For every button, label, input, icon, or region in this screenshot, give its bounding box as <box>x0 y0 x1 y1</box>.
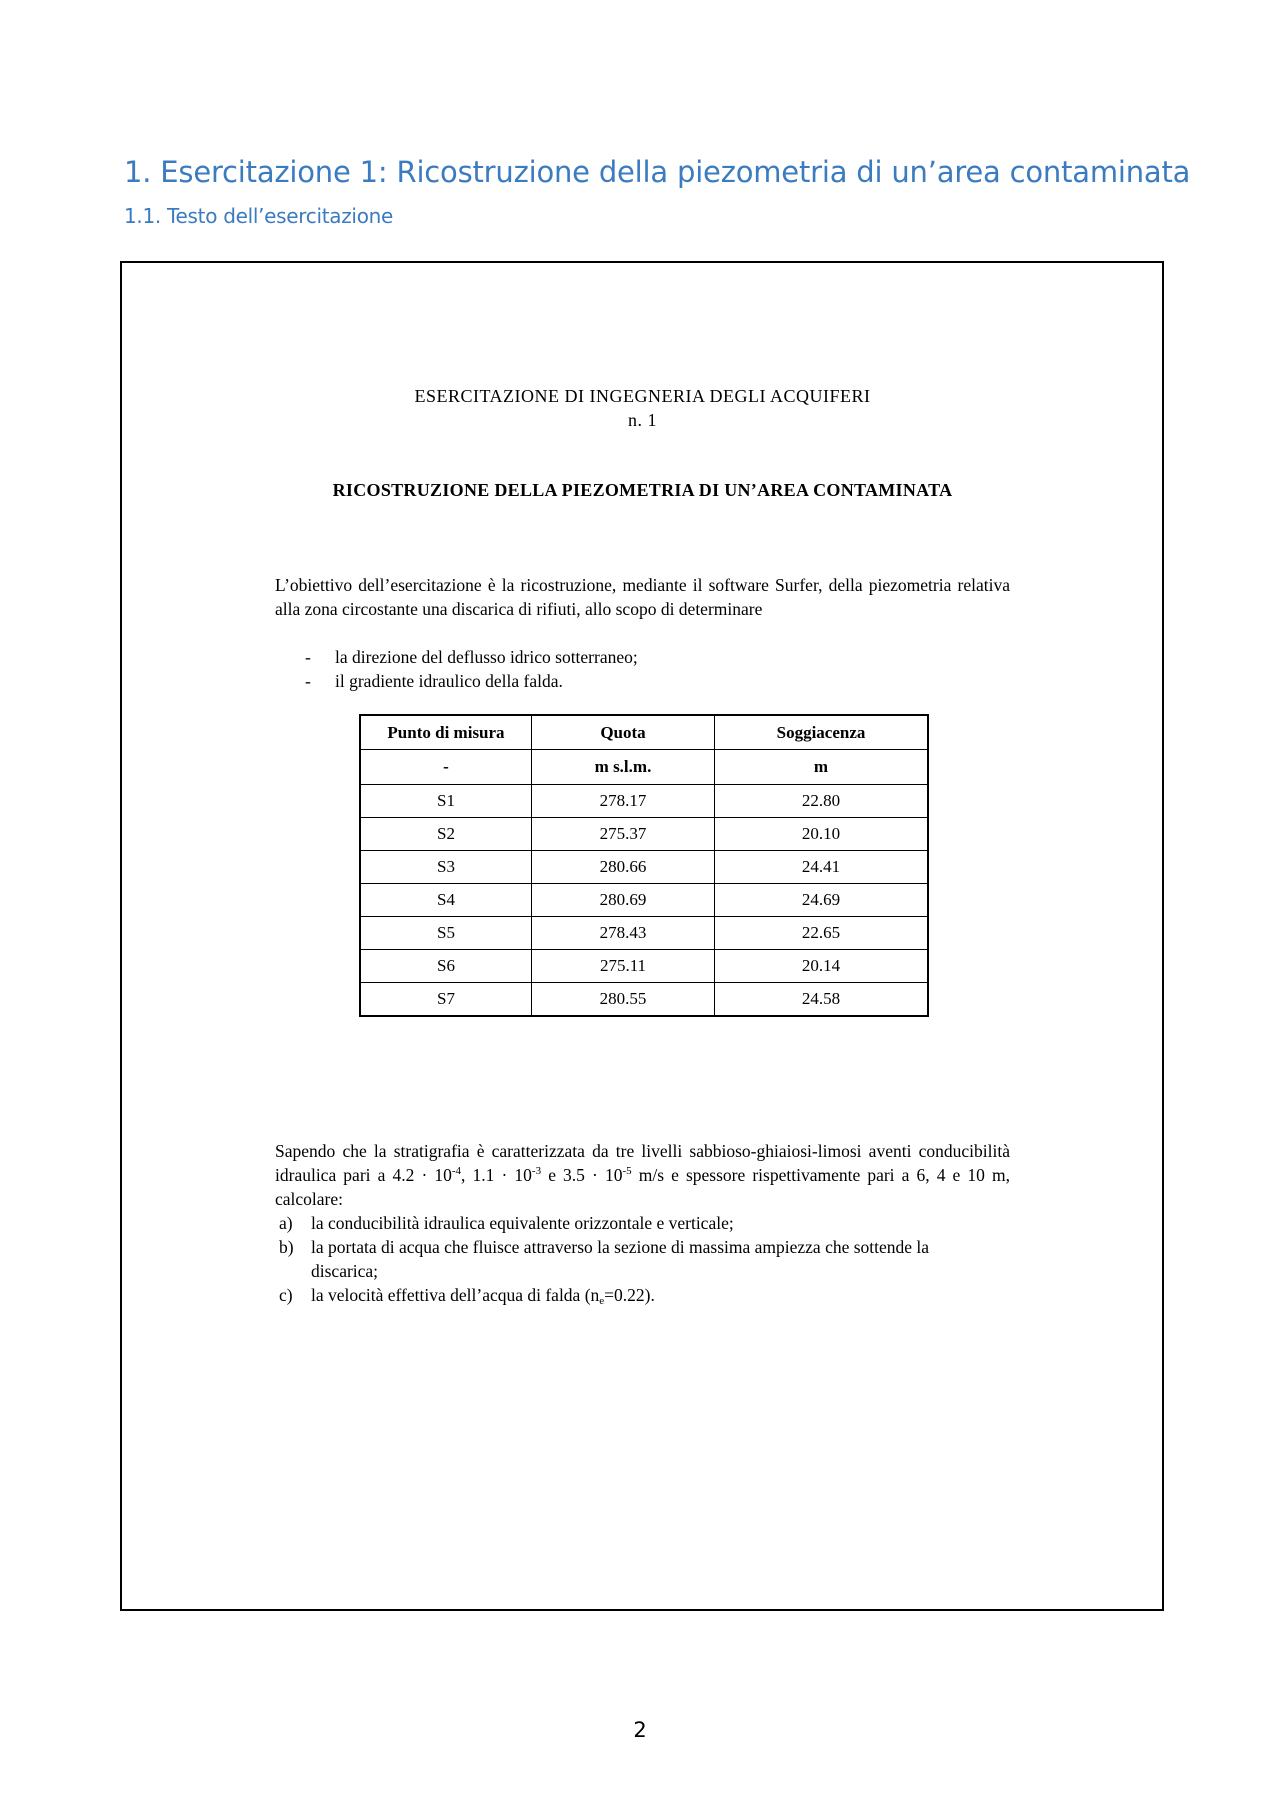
unit-cell: m <box>715 750 929 785</box>
measurement-table <box>359 714 929 1017</box>
table-cell: 24.58 <box>715 983 929 1017</box>
table-cell: 278.17 <box>532 785 715 818</box>
para-text: e 3.5 · 10 <box>541 1165 623 1185</box>
bullet-list <box>305 645 638 693</box>
para-text: Sapendo che la stratigrafia è caratterizzata da tre livelli sabbioso-ghiaiosi-limosi aventi conducibilità idraulica pari a 4.2 · 10 <box>275 1141 1010 1185</box>
table-cell: 280.66 <box>532 851 715 884</box>
page-number: 2 <box>633 1718 647 1742</box>
stratigraphy-paragraph <box>275 1139 1010 1211</box>
table-cell: 20.14 <box>715 950 929 983</box>
table-cell: S3 <box>360 851 532 884</box>
table-cell: 275.11 <box>532 950 715 983</box>
intro-paragraph: L’obiettivo dell’esercitazione è la ricostruzione, mediante il software Surfer, della piezometria relativa alla zona circostante una discarica di rifiuti, allo scopo di determinare <box>275 575 1010 619</box>
list-item <box>305 669 638 693</box>
doc-title-line2: n. 1 <box>628 410 657 430</box>
table-row <box>360 917 928 950</box>
table-row <box>360 818 928 851</box>
doc-subtitle: RICOSTRUZIONE DELLA PIEZOMETRIA DI UN’AREA CONTAMINATA <box>332 480 953 500</box>
table-cell: 22.65 <box>715 917 929 950</box>
table-cell: S6 <box>360 950 532 983</box>
table-cell: 24.69 <box>715 884 929 917</box>
unit-cell: m s.l.m. <box>532 750 715 785</box>
subsection-heading: 1.1. Testo dell’esercitazione <box>124 204 394 228</box>
para-text: , 1.1 · 10 <box>461 1165 532 1185</box>
table-cell: S2 <box>360 818 532 851</box>
table-cell: S5 <box>360 917 532 950</box>
item-text: la velocità effettiva dell’acqua di falda (n <box>311 1285 600 1305</box>
table-row <box>360 983 928 1017</box>
item-text: la portata di acqua che fluisce attraverso la sezione di massima ampiezza che sottende la discarica; <box>311 1237 930 1281</box>
list-item-text: la direzione del deflusso idrico sotterraneo; <box>335 647 638 667</box>
unit-cell: - <box>360 750 532 785</box>
exponent: -4 <box>451 1165 462 1177</box>
table-cell: S1 <box>360 785 532 818</box>
table-cell: 24.41 <box>715 851 929 884</box>
para-text: m/s e spessore rispettivamente pari a 6, 4 e 10 m, calcolare: <box>275 1165 1010 1209</box>
table-cell: 280.55 <box>532 983 715 1017</box>
list-item <box>279 1235 979 1283</box>
section-heading: 1. Esercitazione 1: Ricostruzione della piezometria di un’area contaminata <box>124 155 1191 189</box>
list-item-text: il gradiente idraulico della falda. <box>335 671 563 691</box>
table-units-row <box>360 750 928 785</box>
exponent: -3 <box>531 1165 542 1177</box>
table-row <box>360 851 928 884</box>
header-punto: Punto di misura <box>360 715 532 750</box>
table-cell: 278.43 <box>532 917 715 950</box>
table-cell: 280.69 <box>532 884 715 917</box>
subscript: e <box>599 1295 605 1307</box>
questions-list <box>279 1211 979 1307</box>
table-row <box>360 884 928 917</box>
table-row <box>360 950 928 983</box>
table-row <box>360 785 928 818</box>
bullet-marker: - <box>305 647 311 667</box>
table-cell: S7 <box>360 983 532 1017</box>
doc-title-line1: ESERCITAZIONE DI INGEGNERIA DEGLI ACQUIFERI <box>414 386 871 406</box>
table-cell: 20.10 <box>715 818 929 851</box>
table-cell: 22.80 <box>715 785 929 818</box>
item-text-end: =0.22). <box>604 1285 655 1305</box>
item-label: b) <box>279 1237 294 1257</box>
header-soggiacenza: Soggiacenza <box>715 715 929 750</box>
list-item <box>279 1211 979 1235</box>
item-label: a) <box>279 1213 293 1233</box>
header-quota: Quota <box>532 715 715 750</box>
item-text: la conducibilità idraulica equivalente orizzontale e verticale; <box>311 1213 734 1233</box>
exponent: -5 <box>622 1165 632 1177</box>
bullet-marker: - <box>305 671 311 691</box>
table-cell: 275.37 <box>532 818 715 851</box>
list-item <box>279 1283 979 1307</box>
item-label: c) <box>279 1285 293 1305</box>
table-cell: S4 <box>360 884 532 917</box>
list-item <box>305 645 638 669</box>
table-header-row <box>360 715 928 750</box>
doc-title <box>275 384 1010 432</box>
